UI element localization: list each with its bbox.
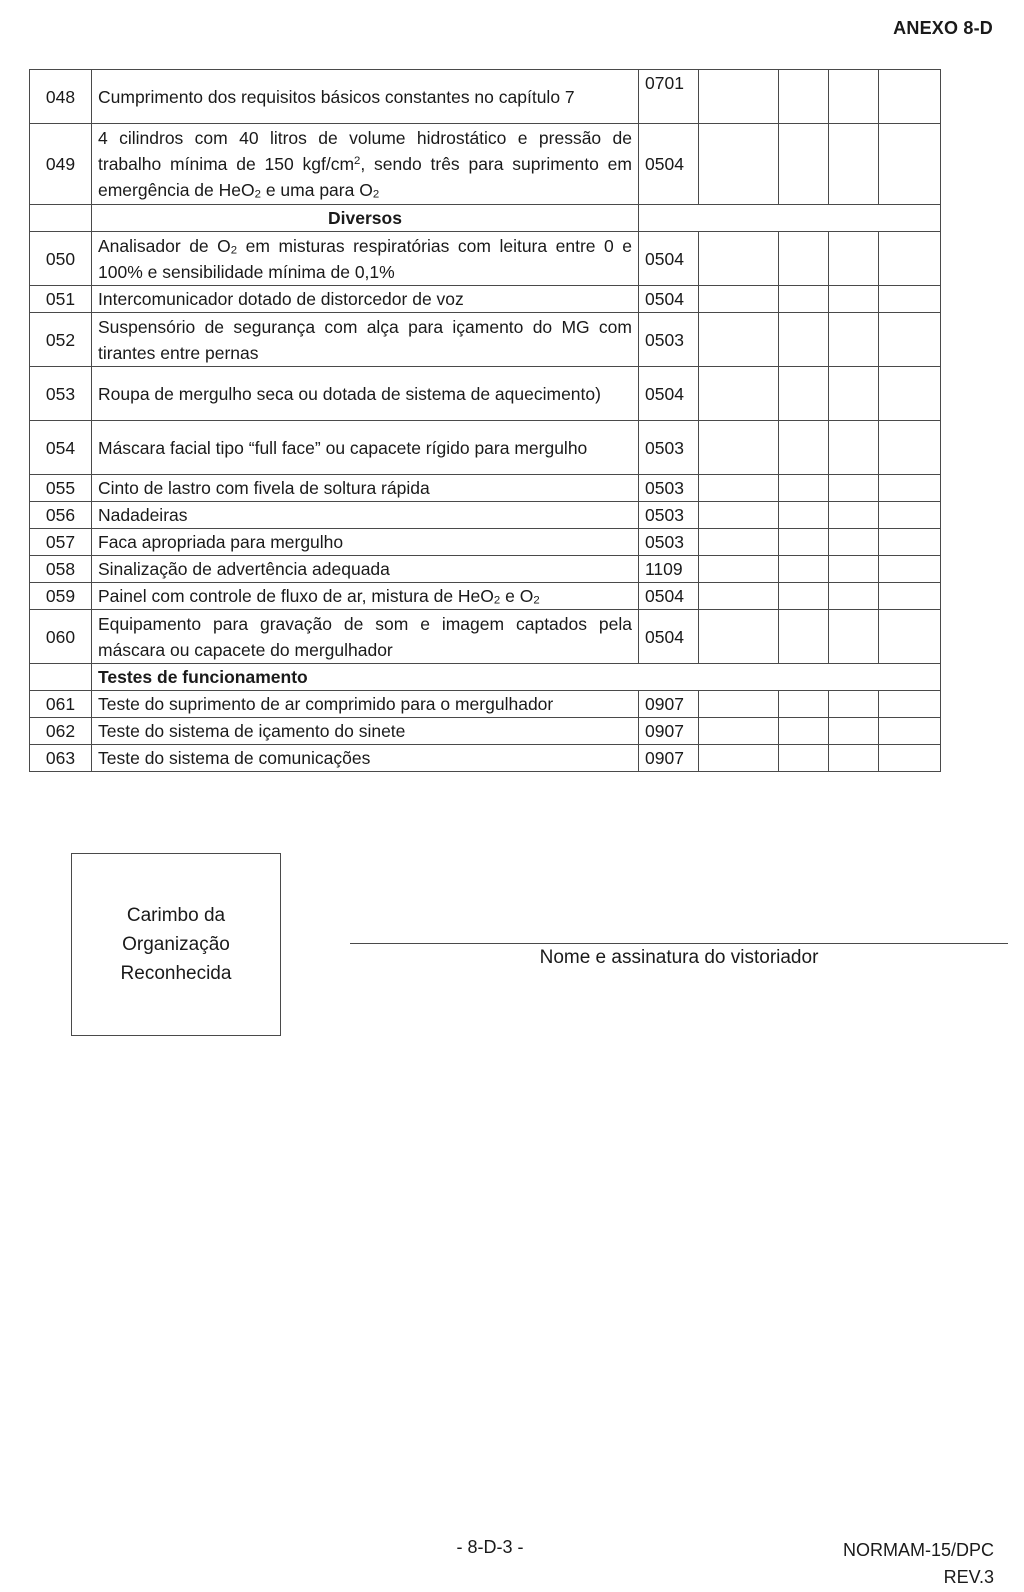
check-cell [879, 70, 941, 124]
desc-text: Painel com controle de fluxo de ar, mistura de HeO [98, 586, 494, 606]
check-cell [699, 745, 779, 772]
check-cell [879, 502, 941, 529]
check-cell [779, 610, 829, 664]
check-cell [699, 232, 779, 286]
check-cell [879, 313, 941, 367]
check-cell [699, 556, 779, 583]
item-description: Teste do sistema de içamento do sinete [92, 718, 639, 745]
section-blank-cell [639, 205, 941, 232]
item-number: 058 [30, 556, 92, 583]
check-cell [699, 124, 779, 205]
document-reference [843, 1537, 994, 1591]
item-description: Cinto de lastro com fivela de soltura rápida [92, 475, 639, 502]
check-cell [699, 583, 779, 610]
organization-stamp-box [71, 853, 281, 1036]
check-cell [699, 367, 779, 421]
desc-text: Analisador de O [98, 235, 231, 256]
check-cell [829, 529, 879, 556]
revision: REV.3 [943, 1567, 994, 1587]
annex-title: ANEXO 8-D [893, 18, 993, 38]
item-code: 0504 [639, 124, 699, 205]
table-row [30, 718, 941, 745]
item-code: 0503 [639, 502, 699, 529]
table-row [30, 70, 941, 124]
table-row [30, 421, 941, 475]
item-description: Teste do suprimento de ar comprimido para o mergulhador [92, 691, 639, 718]
item-description: Equipamento para gravação de som e imagem captados pela máscara ou capacete do mergulhador [92, 610, 639, 664]
item-description: Nadadeiras [92, 502, 639, 529]
item-description [92, 124, 639, 205]
check-cell [829, 610, 879, 664]
desc-text: e O [500, 586, 534, 606]
item-description: Teste do sistema de comunicações [92, 745, 639, 772]
page-number: - 8-D-3 - [456, 1537, 524, 1557]
subscript: 2 [493, 594, 501, 607]
item-code: 0504 [639, 286, 699, 313]
check-cell [779, 421, 829, 475]
stamp-label: Carimbo da [126, 905, 226, 926]
table-row [30, 367, 941, 421]
check-cell [829, 556, 879, 583]
check-cell [879, 610, 941, 664]
table-row [30, 556, 941, 583]
check-cell [779, 718, 829, 745]
item-code: 0907 [639, 718, 699, 745]
table-row [30, 232, 941, 286]
check-cell [699, 313, 779, 367]
item-number: 063 [30, 745, 92, 772]
item-code: 0503 [639, 313, 699, 367]
item-number: 059 [30, 583, 92, 610]
item-code: 0504 [639, 583, 699, 610]
item-description: Roupa de mergulho seca ou dotada de sistema de aquecimento) [92, 367, 639, 421]
item-code: 0907 [639, 745, 699, 772]
check-cell [779, 313, 829, 367]
check-cell [879, 367, 941, 421]
check-cell [779, 745, 829, 772]
item-number: 050 [30, 232, 92, 286]
check-cell [779, 529, 829, 556]
table-row [30, 529, 941, 556]
subscript: 2 [230, 244, 238, 257]
check-cell [779, 124, 829, 205]
check-cell [779, 367, 829, 421]
item-description: Faca apropriada para mergulho [92, 529, 639, 556]
item-code: 0504 [639, 610, 699, 664]
item-code: 0503 [639, 421, 699, 475]
check-cell [879, 691, 941, 718]
check-cell [879, 583, 941, 610]
check-cell [779, 556, 829, 583]
check-cell [699, 718, 779, 745]
check-cell [829, 583, 879, 610]
check-cell [699, 475, 779, 502]
check-cell [699, 691, 779, 718]
item-code: 0503 [639, 529, 699, 556]
table-row [30, 475, 941, 502]
norm-code: NORMAM-15/DPC [842, 1540, 994, 1560]
section-row [30, 664, 941, 691]
item-number: 051 [30, 286, 92, 313]
check-cell [779, 475, 829, 502]
check-cell [829, 745, 879, 772]
item-number: 053 [30, 367, 92, 421]
item-code: 0503 [639, 475, 699, 502]
check-cell [879, 421, 941, 475]
item-description: Intercomunicador dotado de distorcedor de voz [92, 286, 639, 313]
item-number: 048 [30, 70, 92, 124]
item-number: 054 [30, 421, 92, 475]
check-cell [829, 70, 879, 124]
item-number: 049 [30, 124, 92, 205]
section-heading-testes: Testes de funcionamento [92, 664, 941, 691]
check-cell [879, 529, 941, 556]
check-cell [779, 583, 829, 610]
item-description: Sinalização de advertência adequada [92, 556, 639, 583]
check-cell [879, 745, 941, 772]
section-row [30, 205, 941, 232]
subscript: 2 [372, 188, 380, 201]
section-heading-diversos: Diversos [92, 205, 639, 232]
check-cell [699, 286, 779, 313]
table-row [30, 745, 941, 772]
desc-text: Cumprimento dos requisitos básicos constantes no capítulo 7 [98, 86, 575, 107]
check-cell [699, 529, 779, 556]
check-cell [879, 475, 941, 502]
table-row [30, 691, 941, 718]
check-cell [879, 286, 941, 313]
item-number: 062 [30, 718, 92, 745]
check-cell [829, 421, 879, 475]
check-cell [829, 313, 879, 367]
check-cell [829, 502, 879, 529]
check-cell [879, 124, 941, 205]
table-row [30, 124, 941, 205]
item-code: 0907 [639, 691, 699, 718]
item-description [92, 232, 639, 286]
item-description [92, 583, 639, 610]
table-row [30, 502, 941, 529]
desc-text: e uma para O [260, 180, 373, 200]
item-description [92, 70, 639, 124]
table-row [30, 610, 941, 664]
desc-text: em misturas respiratórias com leitura entre 0 e 100% e sensibilidade mínima de 0,1% [98, 235, 632, 282]
signature-line [350, 943, 1008, 944]
check-cell [699, 70, 779, 124]
check-cell [829, 124, 879, 205]
item-number: 057 [30, 529, 92, 556]
check-cell [829, 691, 879, 718]
signature-caption: Nome e assinatura do vistoriador [539, 947, 819, 968]
item-description: Máscara facial tipo “full face” ou capacete rígido para mergulho [92, 421, 639, 475]
check-cell [779, 286, 829, 313]
check-cell [879, 718, 941, 745]
check-cell [699, 421, 779, 475]
subscript: 2 [533, 594, 540, 607]
item-number: 061 [30, 691, 92, 718]
item-code: 0504 [639, 367, 699, 421]
item-code: 0701 [639, 70, 699, 124]
section-blank-cell [30, 664, 92, 691]
item-code: 0504 [639, 232, 699, 286]
item-number: 060 [30, 610, 92, 664]
item-number: 056 [30, 502, 92, 529]
check-cell [779, 502, 829, 529]
stamp-label: Reconhecida [120, 963, 232, 984]
subscript: 2 [254, 188, 261, 201]
superscript: 2 [354, 154, 361, 167]
table-row [30, 583, 941, 610]
section-blank-cell [30, 205, 92, 232]
check-cell [829, 718, 879, 745]
item-number: 052 [30, 313, 92, 367]
checklist-table [29, 69, 941, 772]
check-cell [829, 475, 879, 502]
check-cell [779, 232, 829, 286]
check-cell [829, 232, 879, 286]
check-cell [829, 367, 879, 421]
item-code: 1109 [639, 556, 699, 583]
check-cell [699, 610, 779, 664]
check-cell [779, 70, 829, 124]
desc-text: , sendo três para suprimento em emergência de HeO [98, 154, 632, 200]
check-cell [779, 691, 829, 718]
table-row [30, 313, 941, 367]
stamp-label: Organização [122, 934, 230, 955]
check-cell [879, 556, 941, 583]
table-row [30, 286, 941, 313]
check-cell [829, 286, 879, 313]
item-description: Suspensório de segurança com alça para içamento do MG com tirantes entre pernas [92, 313, 639, 367]
item-number: 055 [30, 475, 92, 502]
check-cell [879, 232, 941, 286]
desc-text: 4 cilindros com 40 litros de volume hidrostático e pressão de trabalho mínima de 150 kgf/cm [98, 128, 632, 174]
check-cell [699, 502, 779, 529]
